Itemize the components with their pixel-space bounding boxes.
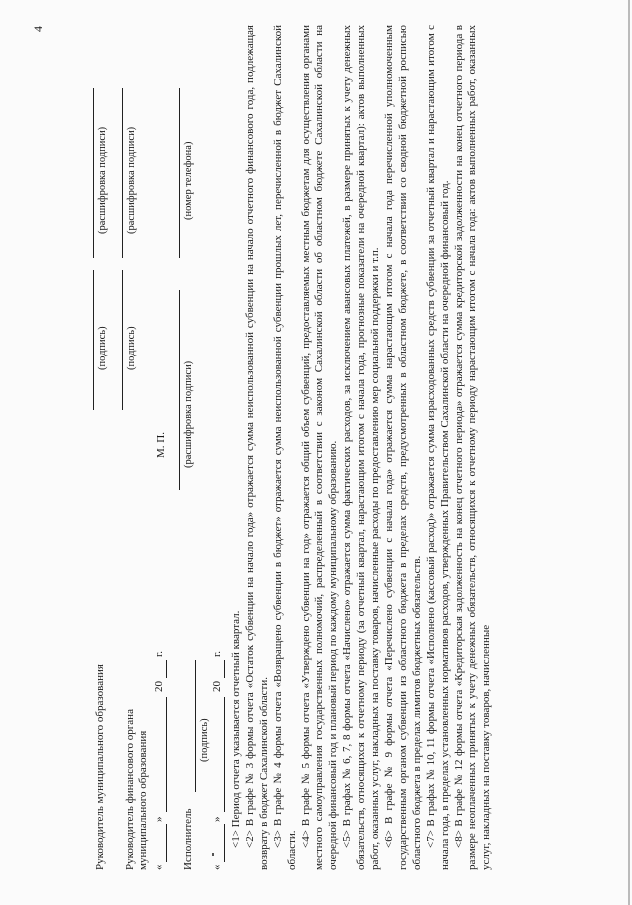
footnote-4: <4> В графе № 5 формы отчета «Утверждено субвенции на год» отражается общий объем субвенций, предоставляемых местным бюджетам для осуществления органами местного самоуправления государственных полномочий, распределенный в соответствии с законом Сахалинской области об областном бюджете Сахалинской области на очередной финансовый год и плановый период по каждому муниципальному образованию. [299,25,340,870]
footnote-6: <6> В графе № 9 формы отчета «Перечислено субвенции с начала года» отражается сумма нарастающим итогом с начала года перечисленной уполномоченным государственным органом субвенции из областного бюджета в пределах средств, предусмотренных в областном бюджете, в соответствии со сводной бюджетной росписью областного бюджета в пределах лимитов бюджетных обязательств. [382,25,423,870]
footnote-1: <1> Период отчета указывается отчетный квартал. [230,610,242,848]
date2-month-line [224,697,225,812]
seal-mark: М. П. [155,432,167,458]
date2-year-suffix: г. [211,650,223,657]
head-decode-caption: (расшифровка подписи) [97,126,108,234]
date1-year-line [166,660,167,678]
executor-phone-caption: (номер телефона) [183,141,194,220]
footnote-2: <2> В графе № 3 формы отчета «Остаток субвенции на начало года» отражается сумма неиспользованной субвенции на начало отчетного финансового года, подлежащая возврату в бюджет Сахалинской области. [243,25,270,870]
finance-label-line1: Руководитель финансового органа [124,709,136,870]
head-decode-line [93,88,94,258]
finance-label-line2: муниципального образования [137,730,149,870]
scan-edge-mark [628,0,630,905]
page-number: 4 [31,26,45,32]
executor-label: Исполнитель [182,808,194,870]
finance-decode-caption: (расшифровка подписи) [126,126,137,234]
date1-close-quote: » [153,816,165,822]
executor-decode-line [179,290,180,490]
head-sign-caption: (подпись) [97,326,108,370]
date2-day-line [224,824,225,862]
date2-year-prefix: 20 [211,681,223,692]
head-label: Руководитель муниципального образования [94,664,106,870]
footnote-5: <5> В графах № 6, 7, 8 формы отчета «Начислено» отражается сумма фактических расходов, за исключением авансовых платежей, в размере принятых к учету денежных обязательств, относящихся к отчетному периоду (за отчетный квартал, нарастающим итогом с начала года, прогнозные показатели на очередной квартал): актов выполненных работ, оказанных услуг, накладных на поставку товаров, начисленные расходы по предоставлению мер социальной поддержки и т.п. [341,25,382,870]
finance-sign-line [122,270,123,410]
date2-open-quote: « [211,864,223,870]
executor-sign-caption: (подпись) [199,718,210,762]
date1-month-line [166,697,167,812]
date1-day-line [166,824,167,862]
finance-sign-caption: (подпись) [126,326,137,370]
executor-phone-line [179,88,180,258]
date1-open-quote: « [153,864,165,870]
finance-decode-line [122,88,123,258]
footnote-7: <7> В графах № 10, 11 формы отчета «Исполнено (кассовый расход)» отражается сумма израсходованных средств субвенции за отчетный квартал и нарастающим итогом с начала года, в пределах установленных нормативов расходов, утвержденных Правительством Сахалинской области на очередной финансовый год. [424,25,451,870]
footnote-3: <3> В графе № 4 формы отчета «Возвращено субвенции в бюджет» отражается сумма неиспользованной субвенции прошлых лет, перечисленной в бюджет Сахалинской области. [271,25,298,870]
footnotes [230,25,494,870]
date1-year-prefix: 20 [153,681,165,692]
date1-year-suffix: г. [153,650,165,657]
date2-year-line [224,660,225,678]
footnote-8: <8> В графе № 12 формы отчета «Кредиторская задолженность на конец отчетного периода» отражается сумма кредиторской задолженности на конец отчетного периода в размере неоплаченных принятых к учету денежных обязательств, относящихся к отчетному периоду нарастающим итогом с начала года: актов выполненных работ, оказанных услуг, накладных на поставку товаров, начисленные [452,25,493,870]
date2-close-quote: » [211,816,223,822]
executor-decode-caption: (расшифровка подписи) [183,360,194,468]
head-sign-line [93,270,94,410]
executor-sign-line [195,660,196,792]
rotated-content [32,25,592,870]
